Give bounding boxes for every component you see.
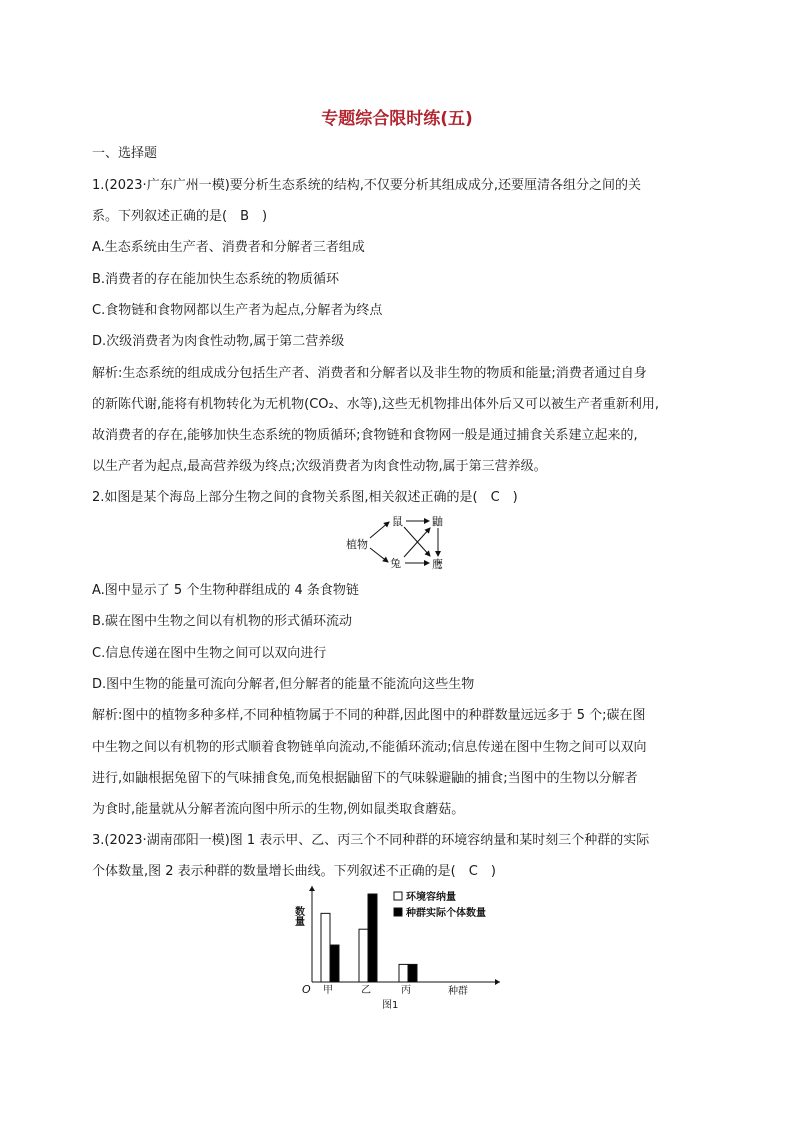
bar-actual-1 bbox=[330, 945, 339, 982]
food-web-plant: 植物 bbox=[346, 538, 368, 551]
page-title: 专题综合限时练(五) bbox=[321, 109, 473, 129]
q2-analysis-line3: 进行,如鼬根据兔留下的气味捕食兔,而兔根据鼬留下的气味躲避鼬的捕食;当图中的生物以分解者 bbox=[92, 771, 638, 786]
origin-label: O bbox=[302, 983, 311, 996]
y-axis-label: 数量 bbox=[292, 906, 304, 926]
food-web-diagram bbox=[344, 514, 454, 574]
q1-analysis-line3: 故消费者的存在,能够加快生态系统的物质循环;食物链和食物网一般是通过捕食关系建立起来的, bbox=[92, 428, 638, 443]
q2-option-b: B.碳在图中生物之间以有机物的形式循环流动 bbox=[92, 614, 353, 629]
legend-label-2: 种群实际个体数量 bbox=[406, 908, 486, 919]
chart-title: 图1 bbox=[382, 1000, 399, 1011]
food-web-hawk: 鹰 bbox=[432, 558, 443, 571]
q2-option-c: C.信息传递在图中生物之间可以双向进行 bbox=[92, 646, 327, 661]
arrow-mouse-hawk bbox=[404, 527, 430, 556]
q2-analysis-line1: 解析:图中的植物多种多样,不同种植物属于不同的种群,因此图中的种群数量远远多于 5 个;碳在图 bbox=[92, 708, 646, 723]
q1-option-b: B.消费者的存在能加快生态系统的物质循环 bbox=[92, 272, 340, 287]
food-web-rabbit: 兔 bbox=[390, 557, 401, 570]
arrow-rabbit-weasel bbox=[404, 528, 430, 557]
q2-stem: 2.如图是某个海岛上部分生物之间的食物关系图,相关叙述正确的是( C ) bbox=[92, 490, 518, 505]
q3-stem-line2: 个体数量,图 2 表示种群的数量增长曲线。下列叙述不正确的是( C ) bbox=[92, 864, 496, 879]
q2-option-a: A.图中显示了 5 个生物种群组成的 4 条食物链 bbox=[92, 583, 359, 598]
q1-analysis-line4: 以生产者为起点,最高营养级为终点;次级消费者为肉食性动物,属于第三营养级。 bbox=[92, 459, 547, 474]
q1-analysis-line2: 的新陈代谢,能将有机物转化为无机物(CO₂、水等),这些无机物排出体外后又可以被生产者重新利用, bbox=[92, 397, 660, 412]
arrow-plant-mouse bbox=[370, 522, 389, 538]
q2-analysis-line4: 为食时,能量就从分解者流向图中所示的生物,例如鼠类取食蘑菇。 bbox=[92, 802, 465, 817]
food-web-mouse: 鼠 bbox=[392, 515, 403, 528]
legend-swatch-1 bbox=[394, 892, 402, 900]
q2-analysis-line2: 中生物之间以有机物的形式顺着食物链单向流动,不能循环流动;信息传递在图中生物之间可以双向 bbox=[92, 740, 647, 755]
q3-stem-line1: 3.(2023·湖南邵阳一模)图 1 表示甲、乙、丙三个不同种群的环境容纳量和某时刻三个种群的实际 bbox=[92, 833, 650, 848]
q1-analysis-line1: 解析:生态系统的组成成分包括生产者、消费者和分解者以及非生物的物质和能量;消费者通过自身 bbox=[92, 366, 647, 381]
food-web-weasel: 鼬 bbox=[432, 515, 443, 528]
legend-swatch-2 bbox=[394, 908, 402, 916]
q1-stem-line2: 系。下列叙述正确的是( B ) bbox=[92, 209, 268, 224]
bar-actual-2 bbox=[368, 894, 377, 982]
x-tick-label: 丙 bbox=[401, 985, 411, 996]
q2-option-d: D.图中生物的能量可流向分解者,但分解者的能量不能流向这些生物 bbox=[92, 677, 475, 692]
bar-capacity-1 bbox=[321, 913, 330, 982]
q1-option-d: D.次级消费者为肉食性动物,属于第二营养级 bbox=[92, 334, 345, 349]
x-axis-arrow bbox=[495, 979, 500, 985]
bar-capacity-3 bbox=[399, 964, 408, 982]
x-tick-label: 乙 bbox=[361, 985, 371, 996]
q1-stem-line1: 1.(2023·广东广州一模)要分析生态系统的结构,不仅要分析其组成成分,还要厘清各组分之间的关 bbox=[92, 178, 642, 193]
x-tick-label: 甲 bbox=[323, 985, 333, 996]
arrow-plant-rabbit bbox=[370, 548, 388, 562]
bar-actual-3 bbox=[408, 964, 417, 982]
x-axis-label: 种群 bbox=[448, 986, 468, 997]
q1-option-a: A.生态系统由生产者、消费者和分解者三者组成 bbox=[92, 240, 365, 255]
y-axis-arrow bbox=[309, 886, 315, 891]
q1-option-c: C.食物链和食物网都以生产者为起点,分解者为终点 bbox=[92, 303, 383, 318]
bar-capacity-2 bbox=[359, 929, 368, 982]
population-bar-chart bbox=[290, 884, 510, 1014]
legend-label-1: 环境容纳量 bbox=[406, 892, 456, 903]
section-heading: 一、选择题 bbox=[92, 146, 158, 161]
